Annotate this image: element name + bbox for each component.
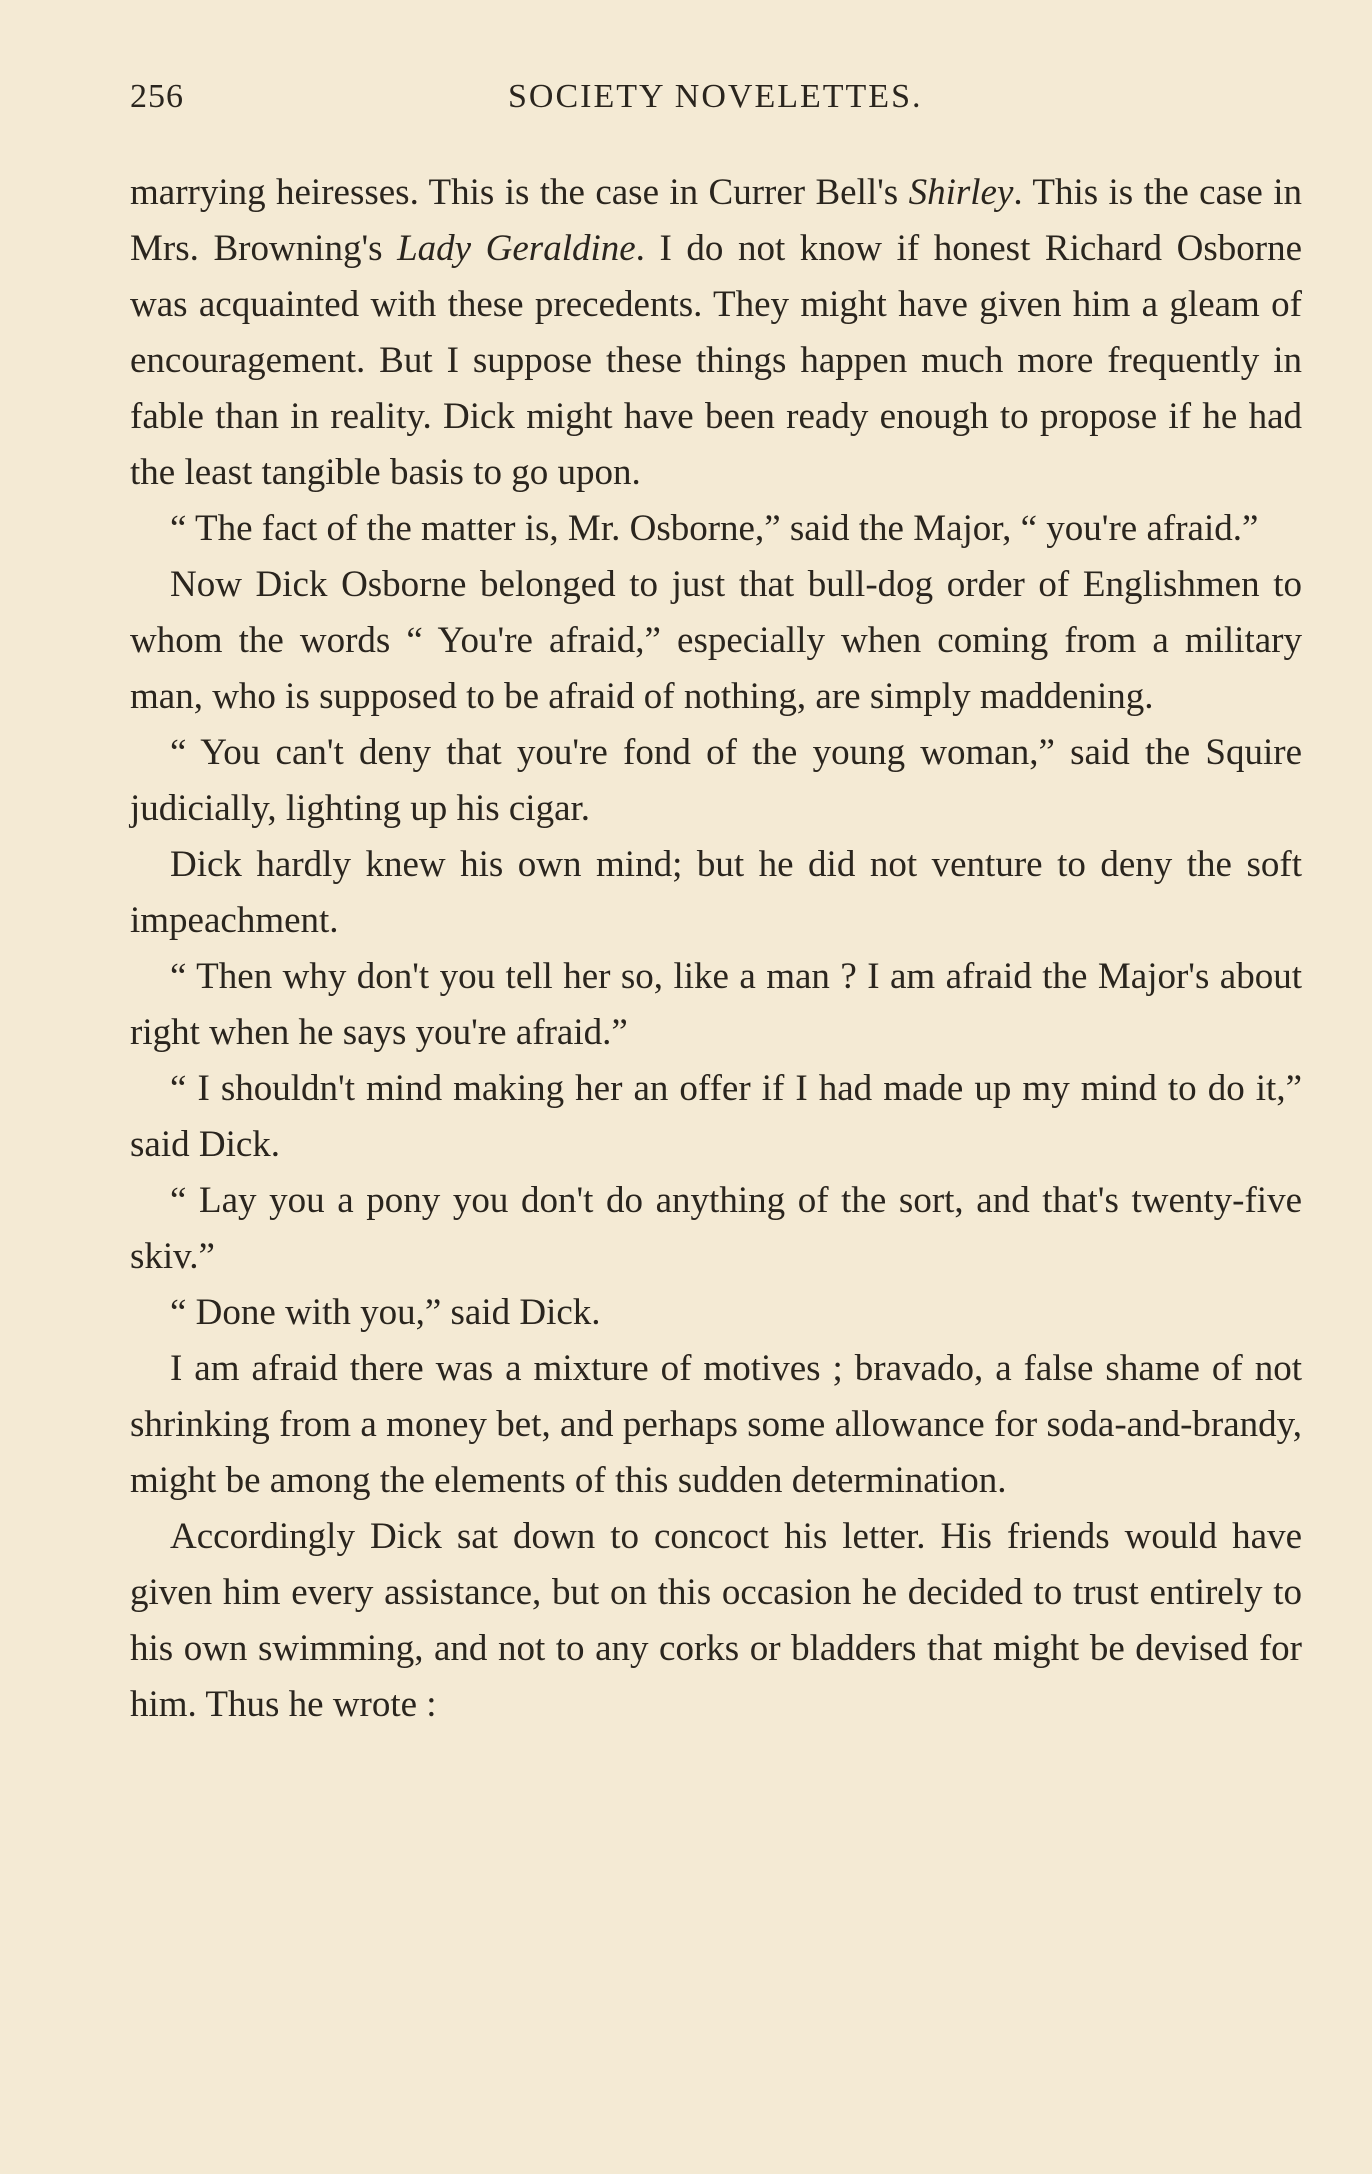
page-number: 256 [130,78,184,115]
text-run: Accordingly Dick sat down to concoct his letter. His friends would have given him every assistance, but on this occasion he decided to trust entirely to his own swimming, and not to any corks or bladders that might be devised for him. Thus he wrote : [130,1516,1302,1725]
text-run: “ The fact of the matter is, Mr. Osborne,” said the Major, “ you're afraid.” [170,508,1259,549]
paragraph [130,1509,1302,1733]
body-text [130,165,1302,1733]
paragraph [130,501,1302,557]
text-run: “ Lay you a pony you don't do anything of the sort, and that's twenty-five skiv.” [130,1180,1302,1277]
text-run: “ Then why don't you tell her so, like a man ? I am afraid the Major's about right when he says you're afraid.” [130,956,1302,1053]
text-run: . This is the case in Mrs. Browning's [130,172,1302,269]
paragraph [130,1341,1302,1509]
paragraph [130,1173,1302,1285]
text-run: “ You can't deny that you're fond of the young woman,” said the Squire judicially, lighting up his cigar. [130,732,1302,829]
text-run: I am afraid there was a mixture of motives ; bravado, a false shame of not shrinking from a money bet, and perhaps some allowance for soda-and-brandy, might be among the elements of this sudden determination. [130,1348,1302,1501]
paragraph [130,949,1302,1061]
text-run: Dick hardly knew his own mind; but he did not venture to deny the soft impeachment. [130,844,1302,941]
paragraph [130,1061,1302,1173]
paragraph [130,557,1302,725]
text-run: “ I shouldn't mind making her an offer if I had made up my mind to do it,” said Dick. [130,1068,1302,1165]
text-run: marrying heiresses. This is the case in Currer Bell's [130,172,909,213]
text-run: “ Done with you,” said Dick. [170,1292,601,1333]
text-run: . I do not know if honest Richard Osborne was acquainted with these precedents. They might have given him a gleam of encouragement. But I suppose these things happen much more frequently in fable than in reality. Dick might have been ready enough to propose if he had the least tangible basis to go upon. [130,228,1302,493]
running-title: SOCIETY NOVELETTES. [508,78,923,115]
paragraph [130,1285,1302,1341]
running-head [130,78,1300,128]
book-title-shirley: Shirley [908,172,1014,213]
paragraph [130,165,1302,501]
paragraph [130,837,1302,949]
text-run: Now Dick Osborne belonged to just that bull-dog order of Englishmen to whom the words “ You're afraid,” especially when coming from a military man, who is supposed to be afraid of nothing, are simply maddening. [130,564,1302,717]
paragraph [130,725,1302,837]
book-title-lady-geraldine: Lady Geraldine [397,228,636,269]
